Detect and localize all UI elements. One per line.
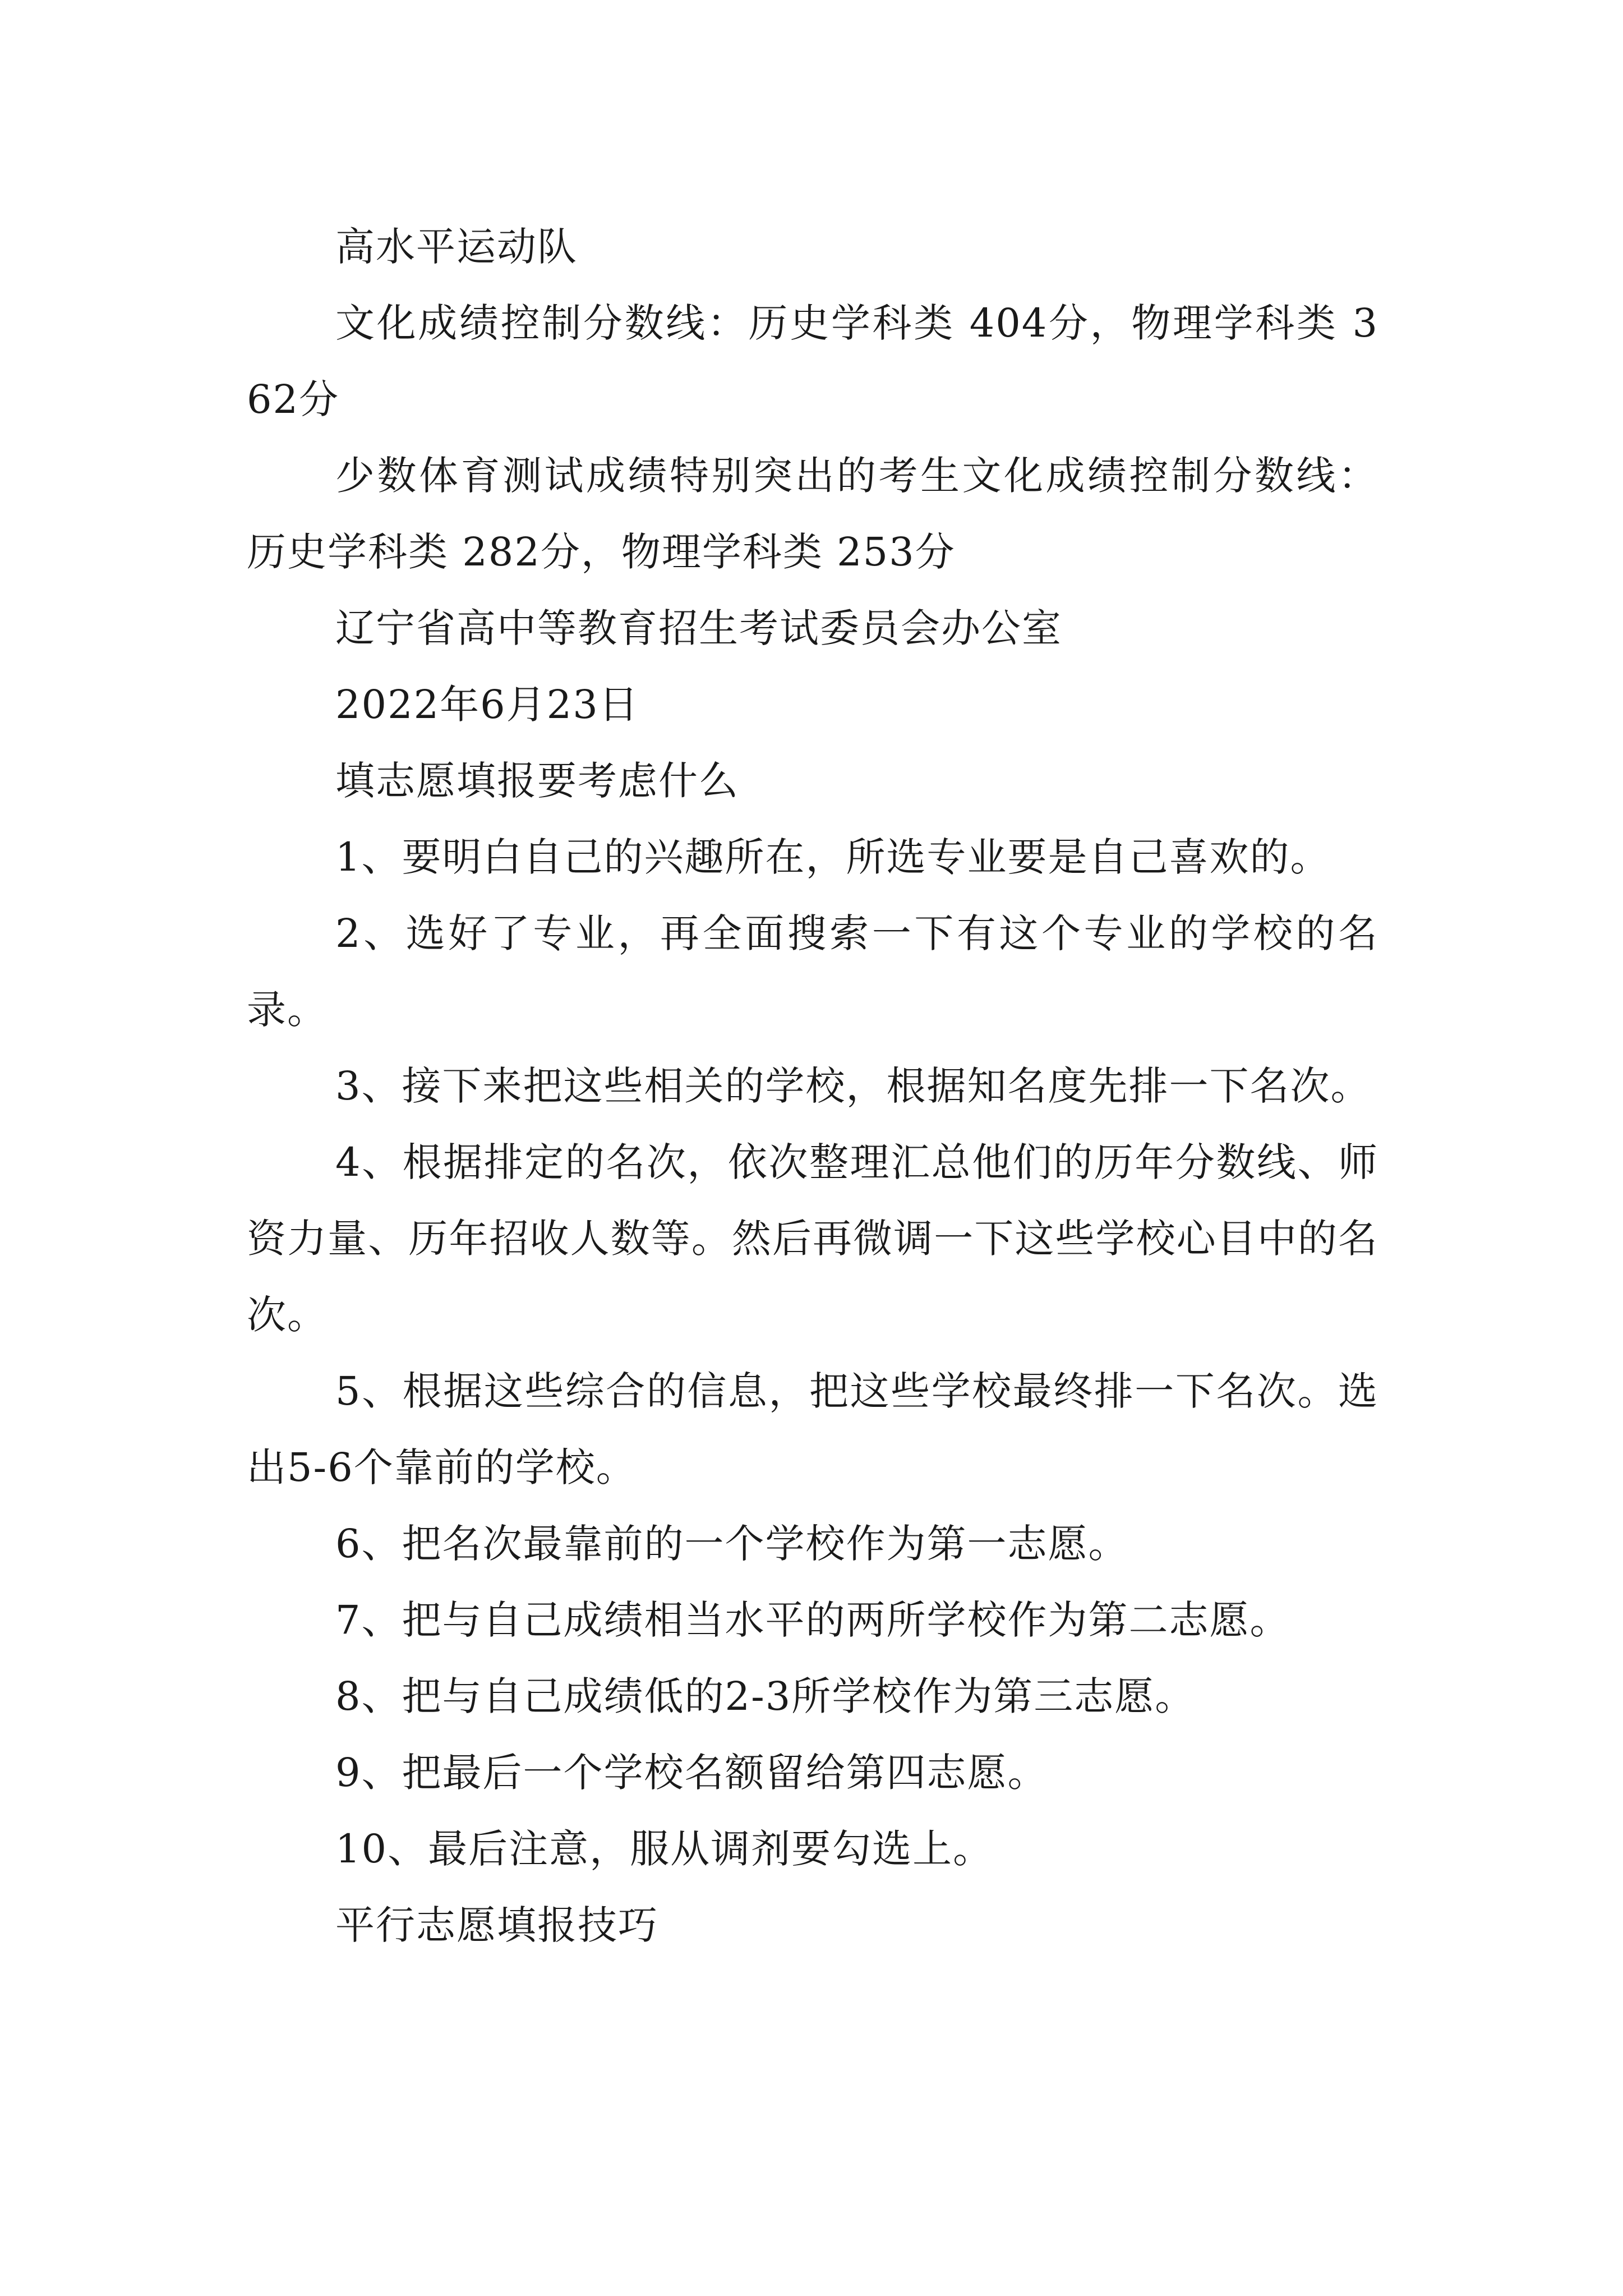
list-item-step-9: 9、把最后一个学校名额留给第四志愿。 bbox=[335, 1750, 1048, 1796]
list-item-step-10: 10、最后注意，服从调剂要勾选上。 bbox=[335, 1826, 994, 1872]
list-item-step-3: 3、接下来把这些相关的学校，根据知名度先排一下名次。 bbox=[335, 1063, 1371, 1109]
list-item-step-7: 7、把与自己成绩相当水平的两所学校作为第二志愿。 bbox=[335, 1597, 1290, 1643]
list-item-step-5: 5、根据这些综合的信息，把这些学校最终排一下名次。选出5-6个靠前的学校。 bbox=[247, 1368, 1378, 1490]
paragraph-issuing-office: 辽宁省高中等教育招生考试委员会办公室 bbox=[335, 605, 1062, 651]
list-item-step-1: 1、要明白自己的兴趣所在，所选专业要是自己喜欢的。 bbox=[335, 834, 1331, 880]
paragraph-section-heading-tips: 平行志愿填报技巧 bbox=[335, 1902, 658, 1948]
list-item-step-6: 6、把名次最靠前的一个学校作为第一志愿。 bbox=[335, 1521, 1129, 1567]
paragraph-section-heading-considerations: 填志愿填报要考虑什么 bbox=[335, 758, 739, 804]
list-item-step-4: 4、根据排定的名次，依次整理汇总他们的历年分数线、师资力量、历年招收人数等。然后再微调一下这些学校心目中的名次。 bbox=[247, 1139, 1378, 1338]
list-item-step-8: 8、把与自己成绩低的2-3所学校作为第三志愿。 bbox=[335, 1673, 1196, 1719]
paragraph-issue-date: 2022年6月23日 bbox=[335, 682, 639, 728]
paragraph-culture-score-line: 文化成绩控制分数线：历史学科类 404分，物理学科类 362分 bbox=[247, 300, 1378, 422]
paragraph-sports-team-heading: 高水平运动队 bbox=[335, 224, 578, 270]
paragraph-outstanding-sports-score-line: 少数体育测试成绩特别突出的考生文化成绩控制分数线：历史学科类 282分，物理学科类 253分 bbox=[247, 453, 1378, 575]
document-body bbox=[247, 209, 1378, 1963]
list-item-step-2: 2、选好了专业，再全面搜索一下有这个专业的学校的名录。 bbox=[247, 910, 1378, 1033]
